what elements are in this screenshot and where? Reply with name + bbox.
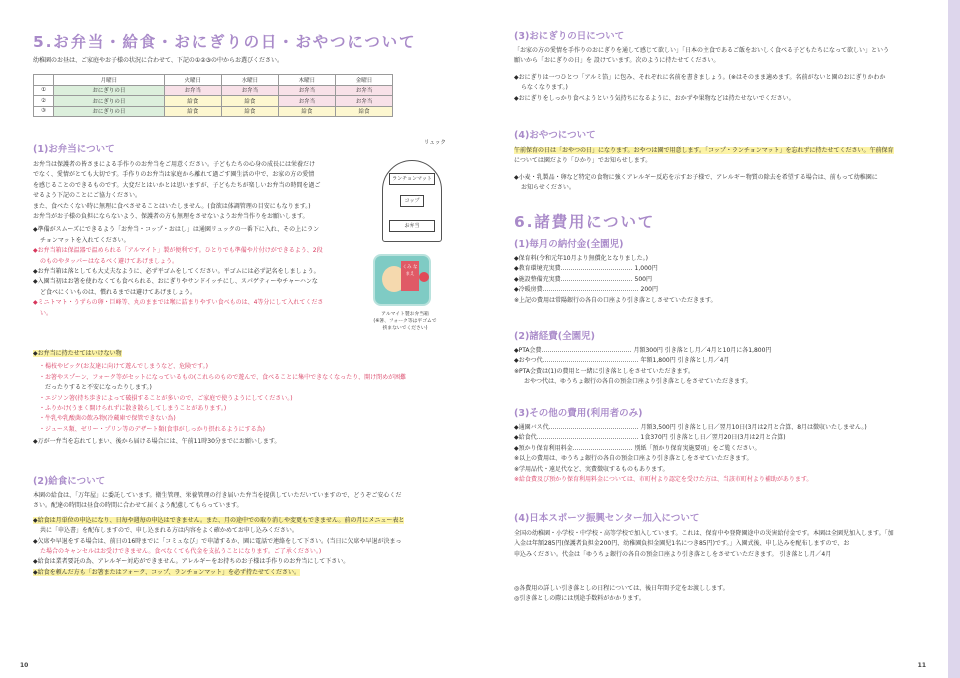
section-title-6: 6.諸費用について	[514, 213, 656, 231]
table-header: 金曜日	[335, 75, 392, 86]
bag-item-lunch-mat: ランチョンマット	[389, 173, 435, 185]
ng-item: だったりすると不安になったりします。)	[45, 384, 152, 392]
bullet-line: チョンマットを入れてください。	[40, 236, 130, 244]
bullet-line: ◆入園当初はお箸を使わなくても食べられる、おにぎりやサンドイッチにし、スパゲティーやチャーハンな	[33, 278, 318, 286]
table-header: 水曜日	[221, 75, 278, 86]
paragraph-line: さい。配達の時間は昼食の時間に合わせて届くよう配慮してもらっています。	[33, 502, 243, 510]
ng-item: ・エジソン箸(持ち歩きによって破損することが多いので、ご家庭で使うようにしてください。)	[39, 394, 293, 402]
bullet-line-highlight: ◆給食は月単位の申込になり、日毎や週毎の申込はできません。また、月の途中での取り消しや変更もできません。前の月にメニュー表と	[33, 516, 405, 524]
sports-section	[514, 529, 939, 560]
fee-line: ◆施設整備充実費……………………………… 500円	[514, 275, 652, 283]
bullet-line: ◆おにぎりをしっかり食べようという気持ちになるように、おかずや果物などは持たせないでください。	[514, 94, 795, 102]
table-cell: 給食	[221, 96, 278, 107]
table-row	[34, 96, 393, 107]
fee-line: ◆通園バス代……………………………………… 月額3,500円 引き落とし日／翌月10日(3月は2月と合算、8月は徴収いたしません。)	[514, 424, 867, 431]
bullet-line-highlight: ◆ミニトマト・うずらの卵・巨峰等、丸のままでは喉に詰まりやすい食べものは、4等分にして入れてくださ	[33, 299, 324, 307]
bullet-line-highlight: い。	[40, 309, 53, 317]
row-number: ①	[34, 85, 54, 96]
monthly-fee-heading: (1)毎月の納付金(全園児)	[514, 239, 624, 250]
user-fee-section	[514, 423, 939, 485]
user-fee-heading: (3)その他の費用(利用者のみ)	[514, 408, 643, 419]
page-edge-bar	[948, 0, 960, 678]
fee-note: ※学用品代・遠足代など、実費徴収するものもあります。	[514, 465, 669, 473]
caption-line: (※箸、フォーク等は平ゴムで	[373, 319, 437, 324]
bento-section	[33, 160, 363, 319]
caption-line: アルマイト製お弁当箱	[381, 312, 429, 317]
fee-note: ※上記の費用は常陽銀行の各自の口座より引き落としさせていただきます。	[514, 296, 717, 304]
bullet-line: ◆小麦・乳製品・卵など特定の食物に強くアレルギー反応を示すお子様で、アレルギー物質の除去を希望する場合は、前もって幼稚園に	[514, 173, 878, 181]
ng-item: ・ふりかけ(うまく開けられずに散き散らしてしまうことがあります。)	[39, 405, 227, 413]
bullet-line: お知らせください。	[521, 184, 575, 192]
table-cell: お弁当	[278, 96, 335, 107]
fee-line: ◆おやつ代………………………………………… 年額1,800円 引き落とし月／4月	[514, 357, 730, 365]
paragraph-line: 申込みください。代金は「ゆうちょ銀行の各自の預金口座より引き落としをさせていただきます。 引き落とし月／4月	[514, 550, 832, 558]
kyushoku-heading: (2)給食について	[33, 476, 106, 487]
paragraph-line: 「お家の方の愛情を手作りのおにぎりを通して感じて欲しい」「日本の主食であるご飯をおいしく食べる子どもたちになって欲しい」という	[514, 47, 890, 54]
table-cell: 給食	[278, 106, 335, 117]
table-header: 木曜日	[278, 75, 335, 86]
oyatsu-heading: (4)おやつについて	[514, 130, 596, 141]
table-cell: お弁当	[164, 85, 221, 96]
ng-item: ・牛乳や乳酸菌の飲み物(冷蔵庫で保管できない為)	[39, 415, 176, 423]
bullet-line: 共に「申込書」を配布しますので、申し込まれる方は内容をよく確かめてお申し込みください。	[40, 527, 298, 535]
paragraph-line: せるよう下記のことにご協力ください。	[33, 192, 142, 200]
paragraph-line: お弁当がお子様の負担にならないよう、保護者の方も無理をさせないようお弁当作りをお願いします。	[33, 213, 309, 221]
intro-text: 幼稚園のお昼は、ご家庭やお子様の状況に合わせて、下記の①②③の中からお選びください。	[33, 57, 284, 64]
paragraph-line: 全国の幼稚園・小学校・中学校・高等学校で加入しています。これは、保育中や登降園途中の災害給付金です。本園は全園児加入します。「加	[514, 530, 894, 537]
right-page	[480, 0, 948, 678]
table-cell: お弁当	[335, 85, 392, 96]
table-cell: 給食	[221, 106, 278, 117]
fee-line: ◆給食代…………………………………………… 1食370円 引き落とし日／翌月20日(3月は2月と合算)	[514, 434, 786, 442]
footer-notes	[514, 584, 939, 605]
caption-line: 挟まないでください)	[382, 326, 428, 331]
table-cell: お弁当	[335, 96, 392, 107]
table-header	[34, 75, 54, 86]
fee-note: ※以上の費用は、ゆうちょ銀行の各自の預金口座より引き落としをさせていただきます。	[514, 455, 753, 463]
lunchbox-photo	[373, 254, 431, 306]
table-row	[34, 106, 393, 117]
lunchbox-caption	[370, 311, 440, 332]
name-tag: くみ なまえ	[401, 261, 419, 291]
ng-title: ◆お弁当に持たせてはいけない物	[33, 350, 122, 357]
section-title-5: 5.お弁当・給食・おにぎりの日・おやつについて	[33, 33, 417, 51]
ng-item: ・お箸やスプーン、フォーク等がセットになっているもの(これらのもので遊んで、食べることに集中できなくなったり、開け閉めが困難	[39, 373, 407, 381]
bag-item-bento: お弁当	[389, 220, 435, 232]
table-cell: 給食	[335, 106, 392, 117]
table-cell: お弁当	[221, 85, 278, 96]
page-number-right: 11	[917, 662, 926, 669]
table-header: 火曜日	[164, 75, 221, 86]
fee-note: おやつ代は、ゆうちょ銀行の各自の預金口座より引き落としをさせていただきます。	[524, 378, 752, 386]
monthly-fee-section	[514, 254, 939, 306]
row-number: ②	[34, 96, 54, 107]
paragraph-line: については園だより「ひかり」でお知らせします。	[514, 157, 652, 165]
paragraph-line: お弁当は保護者の皆さまによる手作りのお弁当をご用意ください。子どもたちの心身の成長には栄養だけ	[33, 161, 316, 168]
paragraph-line: また、食べたくない時に無理に食べさせることはいたしません。(食欲は体調管理の目安にもなります。)	[33, 202, 311, 210]
ng-item: ・ジュース類、ゼリー・プリン等のデザート類(食事がしっかり摂れるようにする為)	[39, 425, 266, 433]
bullet-line-highlight: ◆給食を頼んだ方も「お箸またはフォーク、コップ、ランチョンマット」を必ず持たせてください。	[33, 568, 301, 576]
page-number-left: 10	[20, 662, 29, 669]
row-number: ③	[34, 106, 54, 117]
table-header: 月曜日	[54, 75, 165, 86]
table-cell: お弁当	[278, 85, 335, 96]
table-cell: おにぎりの日	[54, 96, 165, 107]
onigiri-section	[514, 46, 939, 104]
kyushoku-section	[33, 491, 453, 578]
sports-heading: (4)日本スポーツ振興センター加入について	[514, 513, 700, 524]
footer-note: ◎各費用の詳しい引き落としの日程については、後日年間予定をお渡しします。	[514, 585, 729, 592]
paragraph-line: 本園の給食は、「万年屋」に委託しています。衛生管理、栄養管理の行き届いた弁当を提供していただいていますので、どうぞご安心くだ	[33, 492, 402, 499]
lunch-option-table	[33, 74, 393, 117]
bullet-line-highlight: のものやタッパーはなるべく避けてあげましょう。	[40, 257, 179, 265]
onigiri-heading: (3)おにぎりの日について	[514, 31, 625, 42]
bullet-line: らなくなります。)	[521, 84, 568, 92]
fee-line: ◆PTA会費……………………………………… 月額300円 引き落とし月／4月と10月に各1,800円	[514, 347, 772, 354]
misc-fee-heading: (2)諸経費(全園児)	[514, 331, 595, 342]
misc-fee-section	[514, 346, 939, 388]
fee-line: ◆教育環境充実費……………………………… 1,000円	[514, 265, 658, 273]
fee-line: ◆冷暖房費………………………………………… 200円	[514, 286, 658, 294]
table-cell: 給食	[164, 96, 221, 107]
bullet-line: ◆お弁当箱は落としても大丈夫なように、必ず平ゴムをしてください。平ゴムには必ず記名をしましょう。	[33, 268, 320, 276]
paragraph-line-highlight: 午前保育の日は「おやつの日」になります。おやつは園で用意します。「コップ・ランチョンマット」を忘れずに持たせてください。午前保育	[514, 147, 894, 154]
bullet-line-highlight: た場合のキャンセルはお受けできません。食べなくても代金を支払うことになります。ご了承ください。)	[40, 548, 322, 556]
bento-heading: (1)お弁当について	[33, 144, 115, 155]
fee-line: ◆預かり保育利用料金………………………… 別紙「預かり保育実施要項」をご覧ください。	[514, 444, 761, 452]
bullet-line: ◆給食は業者要託の為、アレルギー対応ができません。アレルギーをお持ちのお子様は手作りのお弁当にして下さい。	[33, 558, 350, 566]
table-header-row	[34, 75, 393, 86]
backpack-label: リュック	[424, 140, 446, 146]
bento-ng-list	[33, 349, 453, 448]
ng-item: ・楊枝やピック(お友達に向けて遊んでしまうなど、危険です。)	[39, 363, 208, 371]
footer-note: ◎引き落としの際には別途手数料がかかります。	[514, 595, 645, 603]
table-row	[34, 85, 393, 96]
bullet-line: ◆準備がスムーズにできるよう「お弁当・コップ・おはし」は通園リュックの一番下に入れ、その上にラン	[33, 226, 320, 234]
fee-line: ◆保育料(令和元年10月より無償化となりました。)	[514, 255, 648, 262]
table-cell: 給食	[164, 106, 221, 117]
bullet-line-highlight: ◆お弁当箱は保温器で温められる「アルマイト」製が便利です。ひとりでも準備や片付けができるよう、2段	[33, 247, 323, 255]
bullet-line: ど食べにくいものは、慣れるまでは避けてあげましょう。	[40, 288, 197, 296]
bullet-line: ◆欠席や早退をする場合は、前日の16時までに「コミュなび」で申請するか、園に電話で連絡をして下さい。(当日に欠席や早退が決まっ	[33, 537, 402, 545]
paragraph-line: 入金は年額285円(保護者負担金200円、幼稚園負担金園児1名につき85円)です。」入園式後、申し込みを配布しますので、お	[514, 540, 850, 548]
bullet-line: ◆おにぎりは一つひとつ「アルミ箔」に包み、それぞれに名前を書きましょう。(※はそのまま適めます。名前がないと園のおにぎりかわか	[514, 73, 886, 81]
fee-note-highlight: ※給食費及び預かり保育利用料金については、市町村より認定を受けた方は、当該市町村より補助があります。	[514, 476, 813, 484]
table-cell: おにぎりの日	[54, 85, 165, 96]
bullet-line: ◆万が一弁当を忘れてしまい、後から届ける場合には、午前11時30分までにお願いします。	[33, 438, 281, 446]
paragraph-line: でなく、愛情がとても大切です。手作りのお弁当は家庭から離れて過ごす園生活の中で、お家の方の愛情	[33, 171, 315, 179]
backpack-illustration	[382, 148, 442, 243]
oyatsu-section	[514, 146, 939, 194]
paragraph-line: を感じることのできるものです。大変だとはいかとは思いますが、子どもたちが楽しいお弁当の時間を過ご	[33, 181, 321, 189]
paragraph-line: 願いから「おにぎりの日」を 設けています。次のように持たせてください。	[514, 57, 720, 65]
table-cell: おにぎりの日	[54, 106, 165, 117]
apple-icon	[419, 272, 429, 282]
fee-note: ※PTA会費は(1)の費用と一緒に引き落としをさせていただきます。	[514, 367, 694, 375]
bag-item-cup: コップ	[400, 195, 424, 207]
